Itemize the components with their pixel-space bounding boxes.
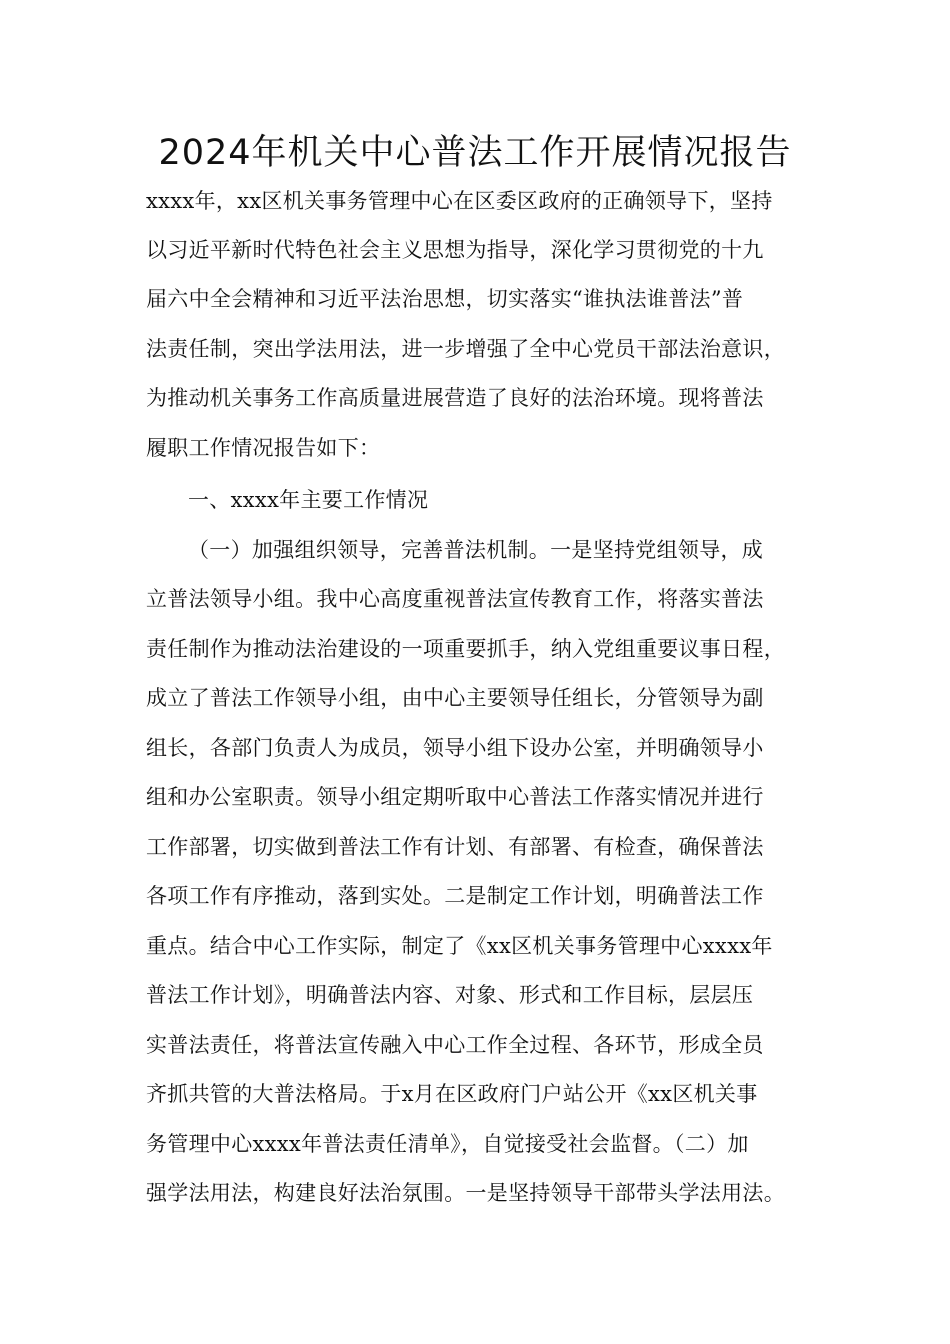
paragraph-line: 组和办公室职责。领导小组定期听取中心普法工作落实情况并进行: [146, 785, 764, 809]
paragraph-line: （一）加强组织领导，完善普法机制。一是坚持党组领导，成: [188, 538, 764, 562]
paragraph-line: 履职工作情况报告如下：: [146, 436, 381, 460]
paragraph-line: 立普法领导小组。我中心高度重视普法宣传教育工作，将落实普法: [146, 587, 764, 611]
paragraph-line: 法责任制，突出学法用法，进一步增强了全中心党员干部法治意识，: [146, 337, 785, 361]
paragraph-line: 以习近平新时代特色社会主义思想为指导，深化学习贯彻党的十九: [146, 238, 764, 262]
paragraph-line: 重点。结合中心工作实际，制定了《xx区机关事务管理中心xxxx年: [146, 934, 773, 958]
paragraph-line: 工作部署，切实做到普法工作有计划、有部署、有检查，确保普法: [146, 835, 764, 859]
paragraph-line: 组长，各部门负责人为成员，领导小组下设办公室，并明确领导小: [146, 736, 764, 760]
paragraph-line: 务管理中心xxxx年普法责任清单》，自觉接受社会监督。（二）加: [146, 1132, 749, 1156]
paragraph-line: 为推动机关事务工作高质量进展营造了良好的法治环境。现将普法: [146, 386, 764, 410]
paragraph-line: xxxx年，xx区机关事务管理中心在区委区政府的正确领导下，坚持: [146, 189, 773, 213]
section-heading: 一、xxxx年主要工作情况: [188, 488, 429, 512]
paragraph-line: 普法工作计划》，明确普法内容、对象、形式和工作目标，层层压: [146, 983, 754, 1007]
paragraph-line: 各项工作有序推动，落到实处。二是制定工作计划，明确普法工作: [146, 884, 764, 908]
paragraph-line: 齐抓共管的大普法格局。于x月在区政府门户站公开《xx区机关事: [146, 1082, 758, 1106]
paragraph-line: 强学法用法，构建良好法治氛围。一是坚持领导干部带头学法用法。: [146, 1181, 785, 1205]
paragraph-line: 责任制作为推动法治建设的一项重要抓手，纳入党组重要议事日程，: [146, 637, 785, 661]
paragraph-line: 实普法责任，将普法宣传融入中心工作全过程、各环节，形成全员: [146, 1033, 764, 1057]
document-title: 2024年机关中心普法工作开展情况报告: [158, 133, 792, 173]
paragraph-line: 成立了普法工作领导小组，由中心主要领导任组长，分管领导为副: [146, 686, 764, 710]
paragraph-line: 届六中全会精神和习近平法治思想，切实落实“谁执法谁普法”普: [146, 287, 744, 311]
